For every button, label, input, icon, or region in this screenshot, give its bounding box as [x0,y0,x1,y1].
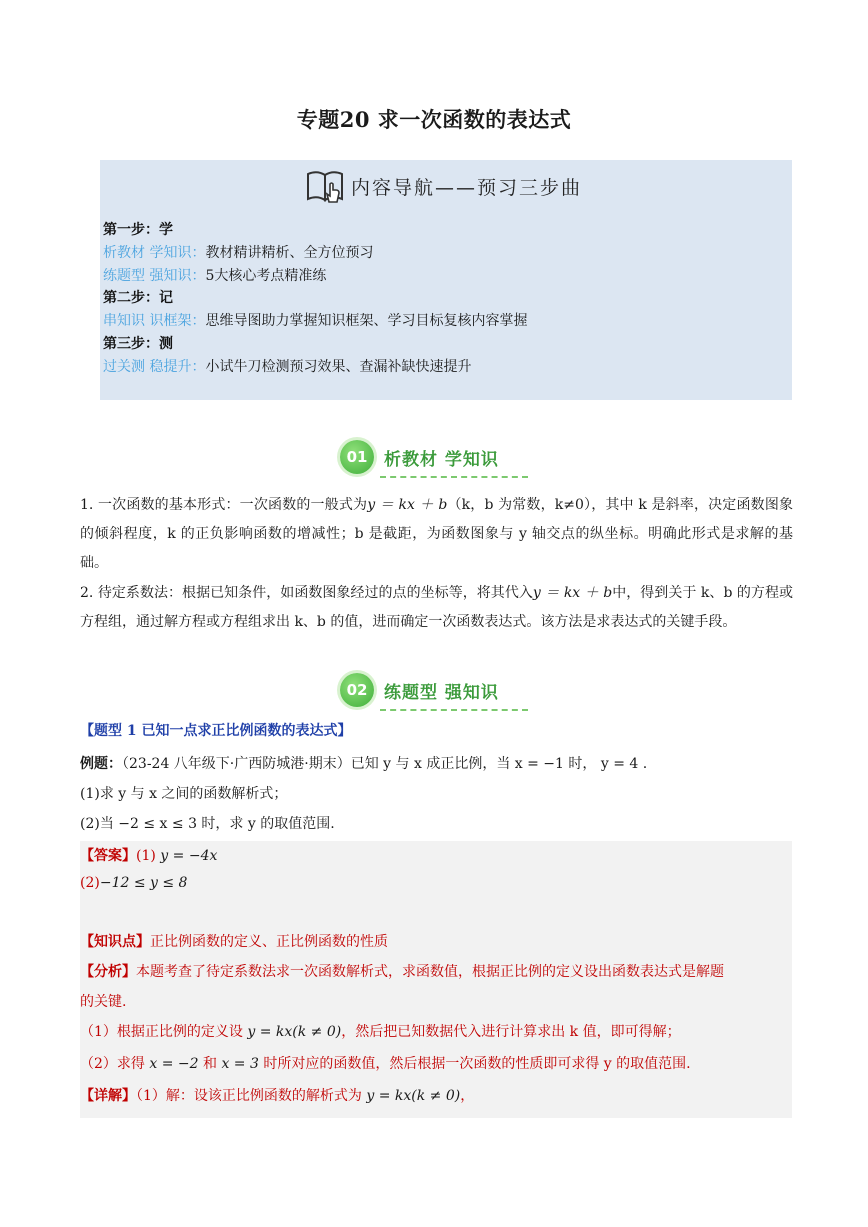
nav-row-3-label: 串知识 识框架： [103,313,206,330]
answer-2-number: (2) [80,875,100,891]
detail-formula: y = kx(k ≠ 0) [366,1088,461,1104]
step-2-formula-1: x = −2 [149,1056,199,1072]
answer-line-1 [80,845,217,865]
nav-step-2: 第二步：记 [103,290,173,307]
step-2-text-mid: 和 [198,1056,222,1072]
answer-line-2 [80,875,187,891]
nav-lines [103,219,527,379]
question-type-title: 【题型 1 已知一点求正比例函数的表达式】 [80,723,352,739]
nav-row-1-text: 教材精讲精析、全方位预习 [205,244,374,261]
nav-heading-text: 内容导航——预习三步曲 [351,176,583,199]
step-2-text-b: 时所对应的函数值，然后根据一次函数的性质即可求得 y 的取值范围. [258,1056,691,1072]
step-1-text-a: （1）根据正比例的定义设 [80,1024,248,1040]
step-1-text-b: ，然后把已知数据代入进行计算求出 k 值，即可得解； [341,1024,681,1040]
nav-row-4 [103,356,527,379]
knowledge-point-label: 【知识点】 [80,934,150,950]
knowledge-point-line [80,931,388,951]
nav-heading [305,164,582,208]
p2-text-b: 中，得到关于 k、b 的方程或方程组，通过解方程或方程组求出 k、b 的值，进而确定一次函数表达式。该方法是求表达式的关键手段。 [80,585,793,630]
answer-label: 【答案】 [80,848,136,864]
section-number: 02 [340,673,374,707]
analysis-line-1 [80,961,724,981]
paragraph-1 [80,491,793,578]
nav-row-2 [103,265,527,288]
answer-1-formula: y = −4x [160,848,218,864]
nav-row-3-text: 思维导图助力掌握知识框架、学习目标复核内容掌握 [205,313,528,330]
step-2-text-a: （2）求得 [80,1056,150,1072]
p1-text-b: （k，b 为常数，k≠0），其中 k 是斜率，决定函数图象的倾斜程度，k 的正负影响函数的增减性；b 是截距，为函数图象与 y 轴交点的纵坐标。明确此形式是求解的基础。 [80,497,793,571]
section-label: 练题型 强知识 [384,682,499,703]
detail-text: （1）解：设该正比例函数的解析式为 [136,1088,367,1104]
section-badge-01 [340,437,520,477]
detail-end: ， [460,1088,475,1104]
step-2-formula-2: x = 3 [221,1056,259,1072]
content-navigation-box [100,160,792,400]
analysis-text-1: 本题考查了待定系数法求一次函数解析式，求函数值，根据正比例的定义设出函数表达式是解题 [136,964,724,980]
section-label: 析教材 学知识 [384,449,499,470]
analysis-label: 【分析】 [80,964,136,980]
nav-row-2-label: 练题型 强知识： [103,267,206,284]
section-badge-02 [340,670,520,710]
p2-formula: y ＝ kx ＋ b [532,585,613,601]
detail-line [80,1085,474,1105]
nav-row-4-text: 小试牛刀检测预习效果、查漏补缺快速提升 [205,358,472,375]
example-line [80,753,647,773]
nav-row-2-text: 5大核心考点精准练 [205,267,327,284]
analysis-step-2 [80,1053,691,1073]
section-number: 01 [340,440,374,474]
nav-row-1-label: 析教材 学知识： [103,244,206,261]
nav-step-1: 第一步：学 [103,222,173,238]
analysis-step-1 [80,1021,681,1041]
answer-2-formula: −12 ≤ y ≤ 8 [99,875,188,891]
example-question-1: (1)求 y 与 x 之间的函数解析式； [80,786,288,802]
paragraph-2 [80,579,793,637]
detail-label: 【详解】 [80,1088,136,1104]
step-1-formula: y = kx(k ≠ 0) [247,1024,342,1040]
p2-text-a: 2. 待定系数法：根据已知条件，如函数图象经过的点的坐标等，将其代入 [80,585,533,601]
example-label: 例题： [80,756,122,772]
nav-row-4-label: 过关测 稳提升： [103,358,206,375]
example-text: （23-24 八年级下·广西防城港·期末）已知 y 与 x 成正比例，当 x = −1 时， y = 4 . [122,756,648,772]
knowledge-point-text: 正比例函数的定义、正比例函数的性质 [150,934,388,950]
example-question-2: (2)当 −2 ≤ x ≤ 3 时，求 y 的取值范围. [80,816,335,832]
answer-box [80,841,792,1118]
page-title: 专题20 求一次函数的表达式 [296,107,572,132]
nav-row-1 [103,242,527,265]
section-underline [380,709,528,711]
p1-text-a: 1. 一次函数的基本形式：一次函数的一般式为 [80,497,368,513]
analysis-line-2: 的关键. [80,994,127,1010]
book-pointer-icon [305,166,347,206]
p1-formula: y ＝ kx ＋ b [367,497,448,513]
section-underline [380,476,528,478]
nav-row-3 [103,310,527,333]
nav-step-3: 第三步：测 [103,335,173,352]
answer-1-number: (1) [136,848,156,864]
